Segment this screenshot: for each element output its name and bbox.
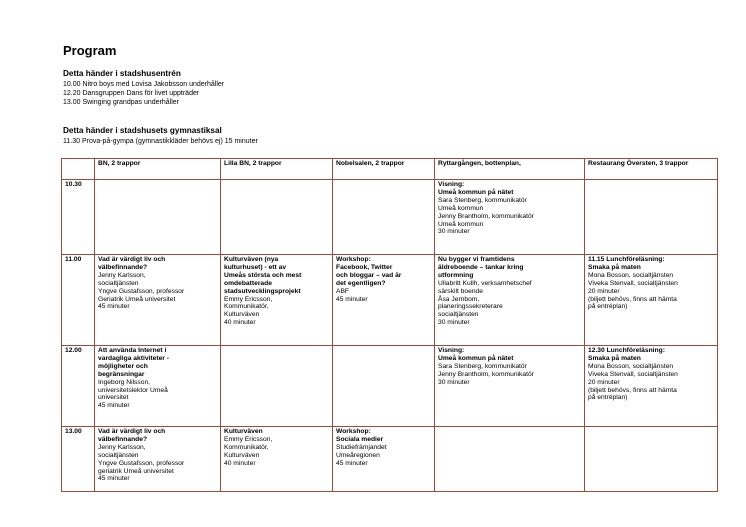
table-header-cell: Lilla BN, 2 trappor bbox=[221, 159, 333, 180]
session-title-line: Umeås största och mest bbox=[224, 271, 302, 279]
session-title-line: Facebook, Twitter bbox=[336, 263, 393, 271]
session-detail-line: 20 minuter bbox=[588, 287, 620, 295]
session-detail-line: Umeå kommun bbox=[438, 220, 484, 228]
time-cell: 13.00 bbox=[62, 427, 95, 492]
session-title-line: 11.15 Lunchföreläsning: bbox=[588, 256, 665, 263]
session-cell bbox=[585, 427, 718, 492]
session-title-line: Smaka på maten bbox=[588, 354, 641, 362]
table-header-cell bbox=[62, 159, 95, 180]
session-detail-line: Kulturväven bbox=[224, 311, 260, 319]
session-detail-line: 45 minuter bbox=[336, 459, 368, 467]
session-title-line: Smaka på maten bbox=[588, 263, 641, 271]
page-title: Program bbox=[63, 43, 117, 58]
session-detail-line: Sara Stenberg, kommunikatör bbox=[438, 196, 527, 204]
session-detail-line: Mona Bosson, socialtjänsten bbox=[588, 271, 674, 279]
session-title-line: stadsutvecklingsprojekt bbox=[224, 287, 301, 295]
session-title-line: Nu bygger vi framtidens bbox=[438, 256, 515, 263]
session-cell bbox=[333, 427, 435, 492]
session-detail-line: 30 minuter bbox=[438, 319, 470, 327]
table-row bbox=[62, 346, 718, 427]
session-title-line: Sociala medier bbox=[336, 435, 384, 443]
session-cell bbox=[435, 180, 585, 255]
session-detail-line: Emmy Ericsson, bbox=[224, 295, 273, 303]
session-detail-line: 30 minuter bbox=[438, 378, 470, 386]
session-cell bbox=[333, 255, 435, 346]
table-row bbox=[62, 180, 718, 255]
session-title-line: välbefinnande? bbox=[98, 435, 148, 443]
session-cell bbox=[95, 346, 221, 427]
session-detail-line: 40 minuter bbox=[224, 459, 256, 467]
session-detail-line: (biljett behövs, finns att hämta bbox=[588, 386, 677, 394]
session-detail-line: Umeå kommun bbox=[438, 204, 484, 212]
session-detail-line: planeringssekreterare bbox=[438, 303, 503, 311]
session-cell bbox=[221, 255, 333, 346]
session-detail-line: Jenny Brantholm, kommunikatör bbox=[438, 212, 534, 220]
session-detail-line: Umeåregionen bbox=[336, 451, 380, 459]
session-detail-line: 20 minuter bbox=[588, 378, 620, 386]
session-cell bbox=[585, 180, 718, 255]
session-detail-line: 45 minuter bbox=[98, 475, 130, 483]
session-detail-line: Jenny Karlsson, bbox=[98, 443, 146, 451]
session-title-line: välbefinnande? bbox=[98, 263, 148, 271]
time-cell: 10.30 bbox=[62, 180, 95, 255]
session-cell bbox=[333, 180, 435, 255]
session-detail-line: socialtjänsten bbox=[98, 279, 139, 287]
session-detail-line: Åsa Jernbom, bbox=[438, 295, 480, 303]
session-cell bbox=[221, 346, 333, 427]
table-header-cell: Ryttargången, bottenplan, bbox=[435, 159, 585, 180]
time-cell: 12.00 bbox=[62, 346, 95, 427]
session-detail-line: universitetslektor Umeå bbox=[98, 386, 168, 394]
session-cell bbox=[221, 180, 333, 255]
session-title-line: kulturhuset) - ett av bbox=[224, 263, 287, 271]
time-cell: 11.00 bbox=[62, 255, 95, 346]
session-detail-line: 45 minuter bbox=[336, 295, 368, 303]
session-cell bbox=[435, 346, 585, 427]
session-cell bbox=[585, 346, 718, 427]
gym-section bbox=[63, 126, 258, 146]
session-detail-line: Viveka Stenvall, socialtjänsten bbox=[588, 279, 678, 287]
session-title-line: Att använda Internet i bbox=[98, 347, 167, 354]
schedule-body bbox=[62, 180, 718, 492]
session-detail-line: Geriatrik Umeå universitet bbox=[98, 295, 176, 303]
session-detail-line: Kulturväven bbox=[224, 451, 260, 459]
session-detail-line: Jenny Karlsson, bbox=[98, 271, 146, 279]
session-title-line: begränsningar bbox=[98, 370, 145, 378]
session-detail-line: Sara Stenberg, kommunikatör bbox=[438, 362, 527, 370]
table-header-row bbox=[62, 159, 718, 180]
session-title-line: Kulturväven bbox=[224, 428, 263, 435]
table-header-cell: Nobelsalen, 2 trappor bbox=[333, 159, 435, 180]
session-detail-line: 45 minuter bbox=[98, 303, 130, 311]
gym-heading: Detta händer i stadshusets gymnastiksal bbox=[63, 126, 222, 135]
session-cell bbox=[435, 255, 585, 346]
session-detail-line: Studiefrämjandet bbox=[336, 443, 387, 451]
session-cell bbox=[221, 427, 333, 492]
session-title-line: utformning bbox=[438, 271, 474, 279]
session-title-line: omdebatterade bbox=[224, 279, 272, 287]
session-detail-line: 45 minuter bbox=[98, 402, 130, 410]
session-cell bbox=[95, 427, 221, 492]
table-header-cell: Restaurang Översten, 3 trappor bbox=[585, 159, 718, 180]
session-detail-line: Mona Bosson, socialtjänsten bbox=[588, 362, 674, 370]
session-detail-line: socialtjänsten bbox=[98, 451, 139, 459]
session-title-line: Vad är värdigt liv och bbox=[98, 256, 166, 263]
session-detail-line: ABF bbox=[336, 287, 350, 295]
session-title-line: Workshop: bbox=[336, 428, 371, 435]
session-cell bbox=[95, 180, 221, 255]
table-row bbox=[62, 255, 718, 346]
session-title-line: Umeå kommun på nätet bbox=[438, 188, 514, 196]
session-detail-line: Jenny Brantholm, kommunikatör bbox=[438, 370, 534, 378]
entrance-line: 13.00 Swinging grandpas underhåller bbox=[63, 99, 179, 106]
session-detail-line: universitet bbox=[98, 394, 129, 402]
session-title-line: 12.30 Lunchföreläsning: bbox=[588, 347, 665, 354]
session-detail-line: särskilt boende bbox=[438, 287, 483, 295]
session-detail-line: socialtjänsten bbox=[438, 311, 479, 319]
session-title-line: det egentligen? bbox=[336, 279, 386, 287]
session-detail-line: 40 minuter bbox=[224, 319, 256, 327]
session-detail-line: på entréplan) bbox=[588, 303, 628, 311]
session-detail-line: Viveka Stenvall, socialtjänsten bbox=[588, 370, 678, 378]
session-detail-line: 30 minuter bbox=[438, 228, 470, 236]
session-title-line: möjligheter och bbox=[98, 362, 148, 370]
table-row bbox=[62, 427, 718, 492]
entrance-section bbox=[63, 69, 224, 107]
session-title-line: Umeå kommun på nätet bbox=[438, 354, 514, 362]
session-detail-line: Ullabritt Kullh, verksamhetschef bbox=[438, 279, 532, 287]
session-detail-line: Yngve Gustafsson, professor bbox=[98, 459, 185, 467]
session-detail-line: Kommunikatör, bbox=[224, 443, 269, 451]
session-title-line: äldreboende – tankar kring bbox=[438, 263, 524, 271]
session-detail-line: Ingeborg Nilsson, bbox=[98, 378, 151, 386]
table-header-cell: BN, 2 trappor bbox=[95, 159, 221, 180]
session-detail-line: geriatrik Umeå universitet bbox=[98, 467, 174, 475]
entrance-line: 12.20 Dansgruppen Dans för livet uppträder bbox=[63, 90, 200, 97]
session-title-line: Visning: bbox=[438, 181, 465, 188]
schedule-table bbox=[61, 158, 718, 492]
session-title-line: vardagliga aktiviteter - bbox=[98, 354, 169, 362]
entrance-heading: Detta händer i stadshusentrén bbox=[63, 69, 181, 78]
session-cell bbox=[95, 255, 221, 346]
session-cell bbox=[333, 346, 435, 427]
session-detail-line: (biljett behövs, finns att hämta bbox=[588, 295, 677, 303]
session-title-line: Visning: bbox=[438, 347, 465, 354]
session-title-line: Vad är värdigt liv och bbox=[98, 428, 166, 435]
session-detail-line: på entréplan) bbox=[588, 394, 628, 402]
gym-line: 11.30 Prova-på-gympa (gymnastikkläder behövs ej) 15 minuter bbox=[63, 138, 258, 145]
session-title-line: Workshop: bbox=[336, 256, 371, 263]
session-title-line: och bloggar – vad är bbox=[336, 271, 402, 279]
session-title-line: Kulturväven (nya bbox=[224, 256, 279, 263]
session-detail-line: Emmy Ericsson, bbox=[224, 435, 273, 443]
session-detail-line: Kommunikatör, bbox=[224, 303, 269, 311]
session-cell bbox=[585, 255, 718, 346]
session-cell bbox=[435, 427, 585, 492]
entrance-line: 10.00 Nitro boys med Lovisa Jakobsson underhåller bbox=[63, 81, 225, 88]
session-detail-line: Yngve Gustafsson, professor bbox=[98, 287, 185, 295]
